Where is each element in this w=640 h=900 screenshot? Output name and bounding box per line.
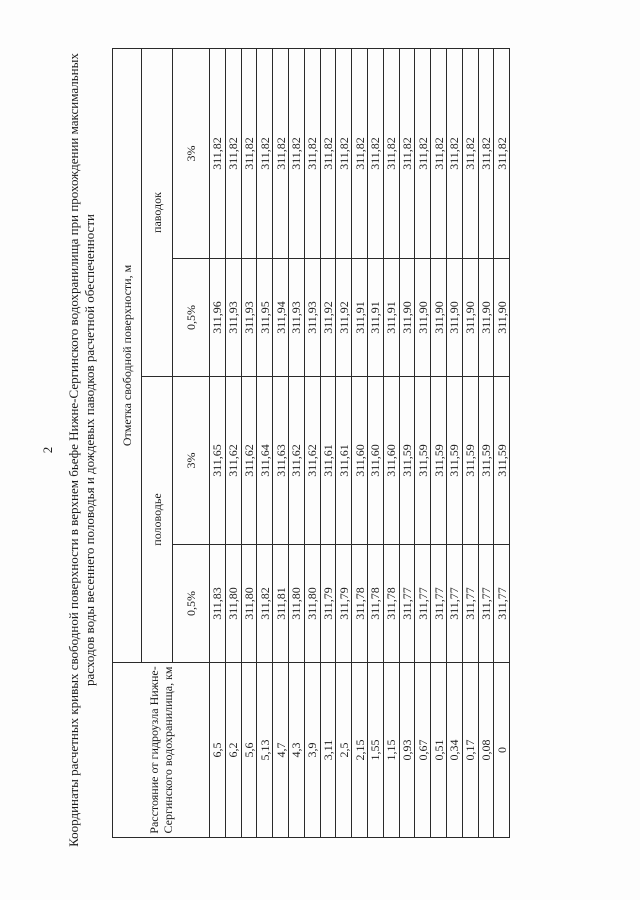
rain-05-cell: 311,93 <box>225 259 241 377</box>
rain-05-cell: 311,90 <box>446 259 462 377</box>
table-row <box>399 48 415 837</box>
distance-cell: 0,67 <box>415 663 431 838</box>
table-row <box>210 48 226 837</box>
table-row <box>320 48 336 837</box>
rain-3-cell: 311,82 <box>367 48 383 258</box>
probability-header: 0,5% <box>173 259 210 377</box>
table-row <box>288 48 304 837</box>
probability-header: 0,5% <box>173 545 210 663</box>
rain-05-cell: 311,91 <box>367 259 383 377</box>
flood-05-cell: 311,77 <box>462 545 478 663</box>
rain-3-cell: 311,82 <box>446 48 462 258</box>
rain-05-cell: 311,93 <box>241 259 257 377</box>
distance-cell: 4,3 <box>288 663 304 838</box>
table-row <box>462 48 478 837</box>
rain-05-cell: 311,90 <box>399 259 415 377</box>
flood-05-cell: 311,79 <box>320 545 336 663</box>
flood-3-cell: 311,62 <box>241 377 257 545</box>
title-line-2: расходов воды весеннего половодья и дождевых паводков расчетной обеспеченности <box>82 214 97 686</box>
distance-cell: 5,6 <box>241 663 257 838</box>
flood-3-cell: 311,62 <box>225 377 241 545</box>
distance-cell: 0,93 <box>399 663 415 838</box>
flood-05-cell: 311,83 <box>210 545 226 663</box>
flood-05-cell: 311,80 <box>288 545 304 663</box>
rain-05-cell: 311,91 <box>352 259 368 377</box>
rain-3-cell: 311,82 <box>336 48 352 258</box>
distance-cell: 0,34 <box>446 663 462 838</box>
distance-cell: 2,5 <box>336 663 352 838</box>
table-row <box>383 48 399 837</box>
rain-3-cell: 311,82 <box>288 48 304 258</box>
document-title <box>66 45 98 855</box>
header-row-group <box>113 48 142 837</box>
flood-3-cell: 311,63 <box>273 377 289 545</box>
distance-cell: 0,51 <box>431 663 447 838</box>
flood-3-cell: 311,59 <box>399 377 415 545</box>
water-surface-table <box>112 48 510 838</box>
flood-05-cell: 311,79 <box>336 545 352 663</box>
rain-05-cell: 311,90 <box>462 259 478 377</box>
rain-05-cell: 311,96 <box>210 259 226 377</box>
flood-05-cell: 311,77 <box>494 545 510 663</box>
rain-05-cell: 311,92 <box>320 259 336 377</box>
flood-05-cell: 311,77 <box>446 545 462 663</box>
rain-3-cell: 311,82 <box>210 48 226 258</box>
distance-cell: 6,5 <box>210 663 226 838</box>
distance-cell: 0,17 <box>462 663 478 838</box>
table-row <box>257 48 273 837</box>
flood-3-cell: 311,60 <box>367 377 383 545</box>
flood-3-cell: 311,61 <box>336 377 352 545</box>
table-row <box>241 48 257 837</box>
table-row <box>352 48 368 837</box>
rain-3-cell: 311,82 <box>431 48 447 258</box>
rain-05-cell: 311,93 <box>288 259 304 377</box>
table-row <box>478 48 494 837</box>
rain-3-cell: 311,82 <box>494 48 510 258</box>
flood-3-cell: 311,59 <box>415 377 431 545</box>
probability-header: 3% <box>173 377 210 545</box>
rain-05-cell: 311,92 <box>336 259 352 377</box>
flood-3-cell: 311,61 <box>320 377 336 545</box>
page-number: 2 <box>40 446 55 454</box>
rain-3-cell: 311,82 <box>273 48 289 258</box>
flood-3-cell: 311,59 <box>494 377 510 545</box>
flood-05-cell: 311,80 <box>304 545 320 663</box>
rain-3-cell: 311,82 <box>399 48 415 258</box>
flood-3-cell: 311,60 <box>352 377 368 545</box>
distance-cell: 3,9 <box>304 663 320 838</box>
table-row <box>415 48 431 837</box>
flood-05-cell: 311,78 <box>383 545 399 663</box>
rain-3-cell: 311,82 <box>383 48 399 258</box>
flood-3-cell: 311,62 <box>304 377 320 545</box>
flood-05-cell: 311,81 <box>273 545 289 663</box>
surface-elevation-header: Отметка свободной поверхности, м <box>113 48 142 662</box>
rain-3-cell: 311,82 <box>225 48 241 258</box>
flood-05-cell: 311,77 <box>431 545 447 663</box>
flood-05-cell: 311,78 <box>352 545 368 663</box>
distance-column-header: Расстояние от гидроузла Нижне-Сергинского водохранилища, км <box>113 663 210 838</box>
flood-3-cell: 311,59 <box>462 377 478 545</box>
distance-cell: 6,2 <box>225 663 241 838</box>
rain-3-cell: 311,82 <box>478 48 494 258</box>
flood-3-cell: 311,60 <box>383 377 399 545</box>
rain-3-cell: 311,82 <box>320 48 336 258</box>
flood-3-cell: 311,64 <box>257 377 273 545</box>
flood-3-cell: 311,59 <box>446 377 462 545</box>
table-row <box>367 48 383 837</box>
flood-05-cell: 311,78 <box>367 545 383 663</box>
table-row <box>336 48 352 837</box>
flood-3-cell: 311,59 <box>478 377 494 545</box>
rain-3-cell: 311,82 <box>304 48 320 258</box>
rain-05-cell: 311,90 <box>478 259 494 377</box>
distance-cell: 1,15 <box>383 663 399 838</box>
rain-05-cell: 311,90 <box>415 259 431 377</box>
distance-cell: 3,11 <box>320 663 336 838</box>
flood-05-cell: 311,80 <box>241 545 257 663</box>
distance-cell: 4,7 <box>273 663 289 838</box>
rain-05-cell: 311,90 <box>431 259 447 377</box>
flood-05-cell: 311,77 <box>399 545 415 663</box>
rain-3-cell: 311,82 <box>462 48 478 258</box>
table-row <box>446 48 462 837</box>
rain-05-cell: 311,90 <box>494 259 510 377</box>
flood-3-cell: 311,65 <box>210 377 226 545</box>
rain-05-cell: 311,94 <box>273 259 289 377</box>
rain-3-cell: 311,82 <box>257 48 273 258</box>
distance-cell: 5,13 <box>257 663 273 838</box>
rain-05-cell: 311,95 <box>257 259 273 377</box>
flood-subgroup-header: половодье <box>142 377 173 663</box>
rain-3-cell: 311,82 <box>415 48 431 258</box>
distance-cell: 0,08 <box>478 663 494 838</box>
distance-cell: 1,55 <box>367 663 383 838</box>
flood-05-cell: 311,80 <box>225 545 241 663</box>
flood-05-cell: 311,82 <box>257 545 273 663</box>
flood-05-cell: 311,77 <box>415 545 431 663</box>
title-line-1: Координаты расчетных кривых свободной поверхности в верхнем бьефе Нижне-Сергинского водохранилища при прохождении максимальных <box>66 53 81 847</box>
rain-3-cell: 311,82 <box>352 48 368 258</box>
rain-05-cell: 311,93 <box>304 259 320 377</box>
flood-3-cell: 311,62 <box>288 377 304 545</box>
table-row <box>225 48 241 837</box>
table-body <box>210 48 510 837</box>
flood-05-cell: 311,77 <box>478 545 494 663</box>
flood-3-cell: 311,59 <box>431 377 447 545</box>
table-row <box>304 48 320 837</box>
distance-cell: 0 <box>494 663 510 838</box>
table-row <box>494 48 510 837</box>
probability-header: 3% <box>173 48 210 258</box>
rain-3-cell: 311,82 <box>241 48 257 258</box>
rain-flood-subgroup-header: паводок <box>142 48 173 376</box>
rain-05-cell: 311,91 <box>383 259 399 377</box>
distance-cell: 2,15 <box>352 663 368 838</box>
table-row <box>431 48 447 837</box>
table-row <box>273 48 289 837</box>
